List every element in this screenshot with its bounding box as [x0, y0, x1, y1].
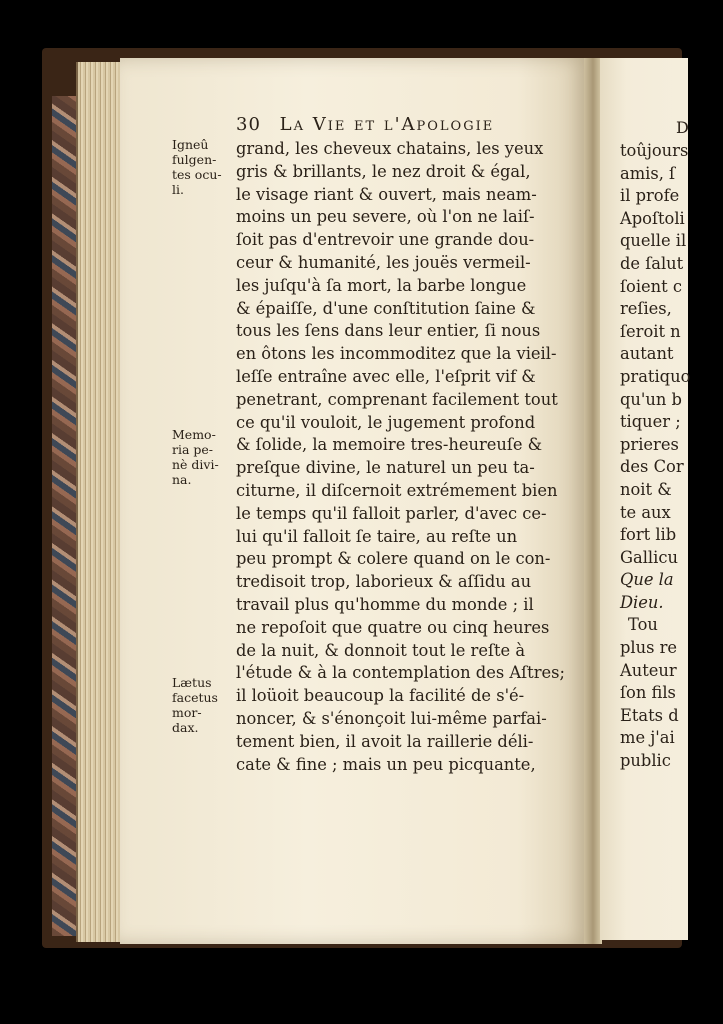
margin-note-line: nè divi-: [172, 457, 219, 472]
running-title: La Vie et l'Apologie: [279, 114, 495, 135]
margin-note-line: dax.: [172, 720, 199, 735]
facing-text-line: pratiquo: [620, 366, 691, 386]
text-line: preſque divine, le naturel un peu ta-: [236, 458, 535, 478]
facing-text-line: plus re: [620, 638, 678, 658]
facing-header-fragment: D: [676, 118, 689, 137]
text-line: le visage riant & ouvert, mais neam-: [236, 184, 537, 204]
text-line: moins un peu severe, où l'on ne laiſ-: [236, 207, 535, 227]
facing-text-line: te aux: [620, 502, 671, 522]
margin-note-line: ria pe-: [172, 442, 214, 457]
facing-text-line: amis, ſ: [620, 163, 676, 183]
margin-note-line: Memo-: [172, 427, 216, 442]
facing-text-line: ſeroit n: [620, 321, 681, 341]
facing-text-line: noit &: [620, 479, 672, 499]
running-header: [236, 114, 576, 138]
facing-text-line: de ſalut: [620, 253, 684, 273]
text-line: le temps qu'il falloit parler, d'avec ce-: [236, 503, 547, 523]
text-line: en ôtons les incommoditez que la vieil-: [236, 344, 557, 364]
text-line: lui qu'il falloit ſe taire, au reſte un: [236, 526, 518, 546]
facing-text-line: Apoſtoli: [620, 208, 685, 228]
facing-text-line: prieres: [620, 434, 679, 454]
facing-text-line: reſies,: [620, 299, 672, 319]
text-line: travail plus qu'homme du monde ; il: [236, 594, 534, 614]
facing-text-line: Tou: [628, 615, 658, 635]
page-edges: [76, 62, 126, 942]
facing-page-text: [620, 140, 700, 773]
text-line: citurne, il diſcernoit extrémement bien: [236, 480, 558, 500]
text-line: & épaiſſe, d'une conſtitution ſaine &: [236, 298, 536, 318]
margin-note-line: Lætus: [172, 675, 212, 690]
text-line: gris & brillants, le nez droit & égal,: [236, 161, 531, 181]
facing-text-line: toûjours: [620, 141, 689, 160]
text-line: & ſolide, la memoire tres-heureuſe &: [236, 435, 543, 455]
facing-text-line: public: [620, 751, 671, 771]
text-line: ce qu'il vouloit, le jugement profond: [236, 412, 536, 432]
facing-text-line: fort lib: [620, 525, 677, 545]
margin-note-line: mor-: [172, 705, 202, 720]
margin-note-line: li.: [172, 182, 184, 197]
margin-note-line: tes ocu-: [172, 167, 222, 182]
facing-text-line: ſon fils: [620, 683, 676, 703]
facing-text-line: Dieu.: [620, 592, 664, 612]
margin-note-line: na.: [172, 472, 192, 487]
text-line: noncer, & s'énonçoit lui-même parfai-: [236, 708, 547, 728]
text-line: de la nuit, & donnoit tout le reſte à: [236, 640, 526, 660]
text-line: leſſe entraîne avec elle, l'eſprit vif &: [236, 366, 536, 386]
body-text: [236, 138, 576, 776]
margin-note-memory: [172, 427, 234, 487]
margin-note-temper: [172, 675, 234, 735]
facing-text-line: des Cor: [620, 457, 684, 477]
facing-text-line: il profe: [620, 186, 680, 206]
facing-text-line: Que la: [620, 570, 674, 590]
text-line: peu prompt & colere quand on le con-: [236, 549, 551, 569]
text-line: tement bien, il avoit la raillerie déli-: [236, 731, 534, 751]
text-line: l'étude & à la contemplation des Aſtres;: [236, 663, 565, 683]
text-line: penetrant, comprenant facilement tout: [236, 389, 558, 409]
text-line: cate & fine ; mais un peu picquante,: [236, 754, 536, 774]
facing-text-line: ſoient c: [620, 276, 682, 296]
text-line: ſoit pas d'entrevoir une grande dou-: [236, 230, 535, 250]
text-line: ceur & humanité, les jouës vermeil-: [236, 252, 531, 272]
text-line: tous les ſens dans leur entier, ſi nous: [236, 321, 541, 341]
facing-text-line: Gallicu: [620, 547, 678, 567]
text-line: les juſqu'à ſa mort, la barbe longue: [236, 275, 527, 295]
page-number: 30: [236, 114, 261, 135]
margin-note-line: Igneû: [172, 137, 209, 152]
margin-note-eyes: [172, 137, 234, 197]
facing-text-line: tiquer ;: [620, 412, 681, 432]
text-line: il loüoit beaucoup la facilité de s'é-: [236, 686, 525, 706]
margin-note-line: facetus: [172, 690, 218, 705]
text-line: tredisoit trop, laborieux & aſſidu au: [236, 572, 532, 592]
facing-text-line: me j'ai: [620, 728, 675, 748]
text-line: grand, les cheveux chatains, les yeux: [236, 139, 544, 158]
facing-text-line: Auteur: [620, 660, 677, 680]
facing-text-line: qu'un b: [620, 389, 682, 409]
facing-text-line: Etats d: [620, 705, 679, 725]
facing-text-line: quelle il: [620, 231, 687, 251]
facing-text-line: autant: [620, 344, 674, 364]
margin-note-line: fulgen-: [172, 152, 217, 167]
text-line: ne repoſoit que quatre ou cinq heures: [236, 617, 550, 637]
